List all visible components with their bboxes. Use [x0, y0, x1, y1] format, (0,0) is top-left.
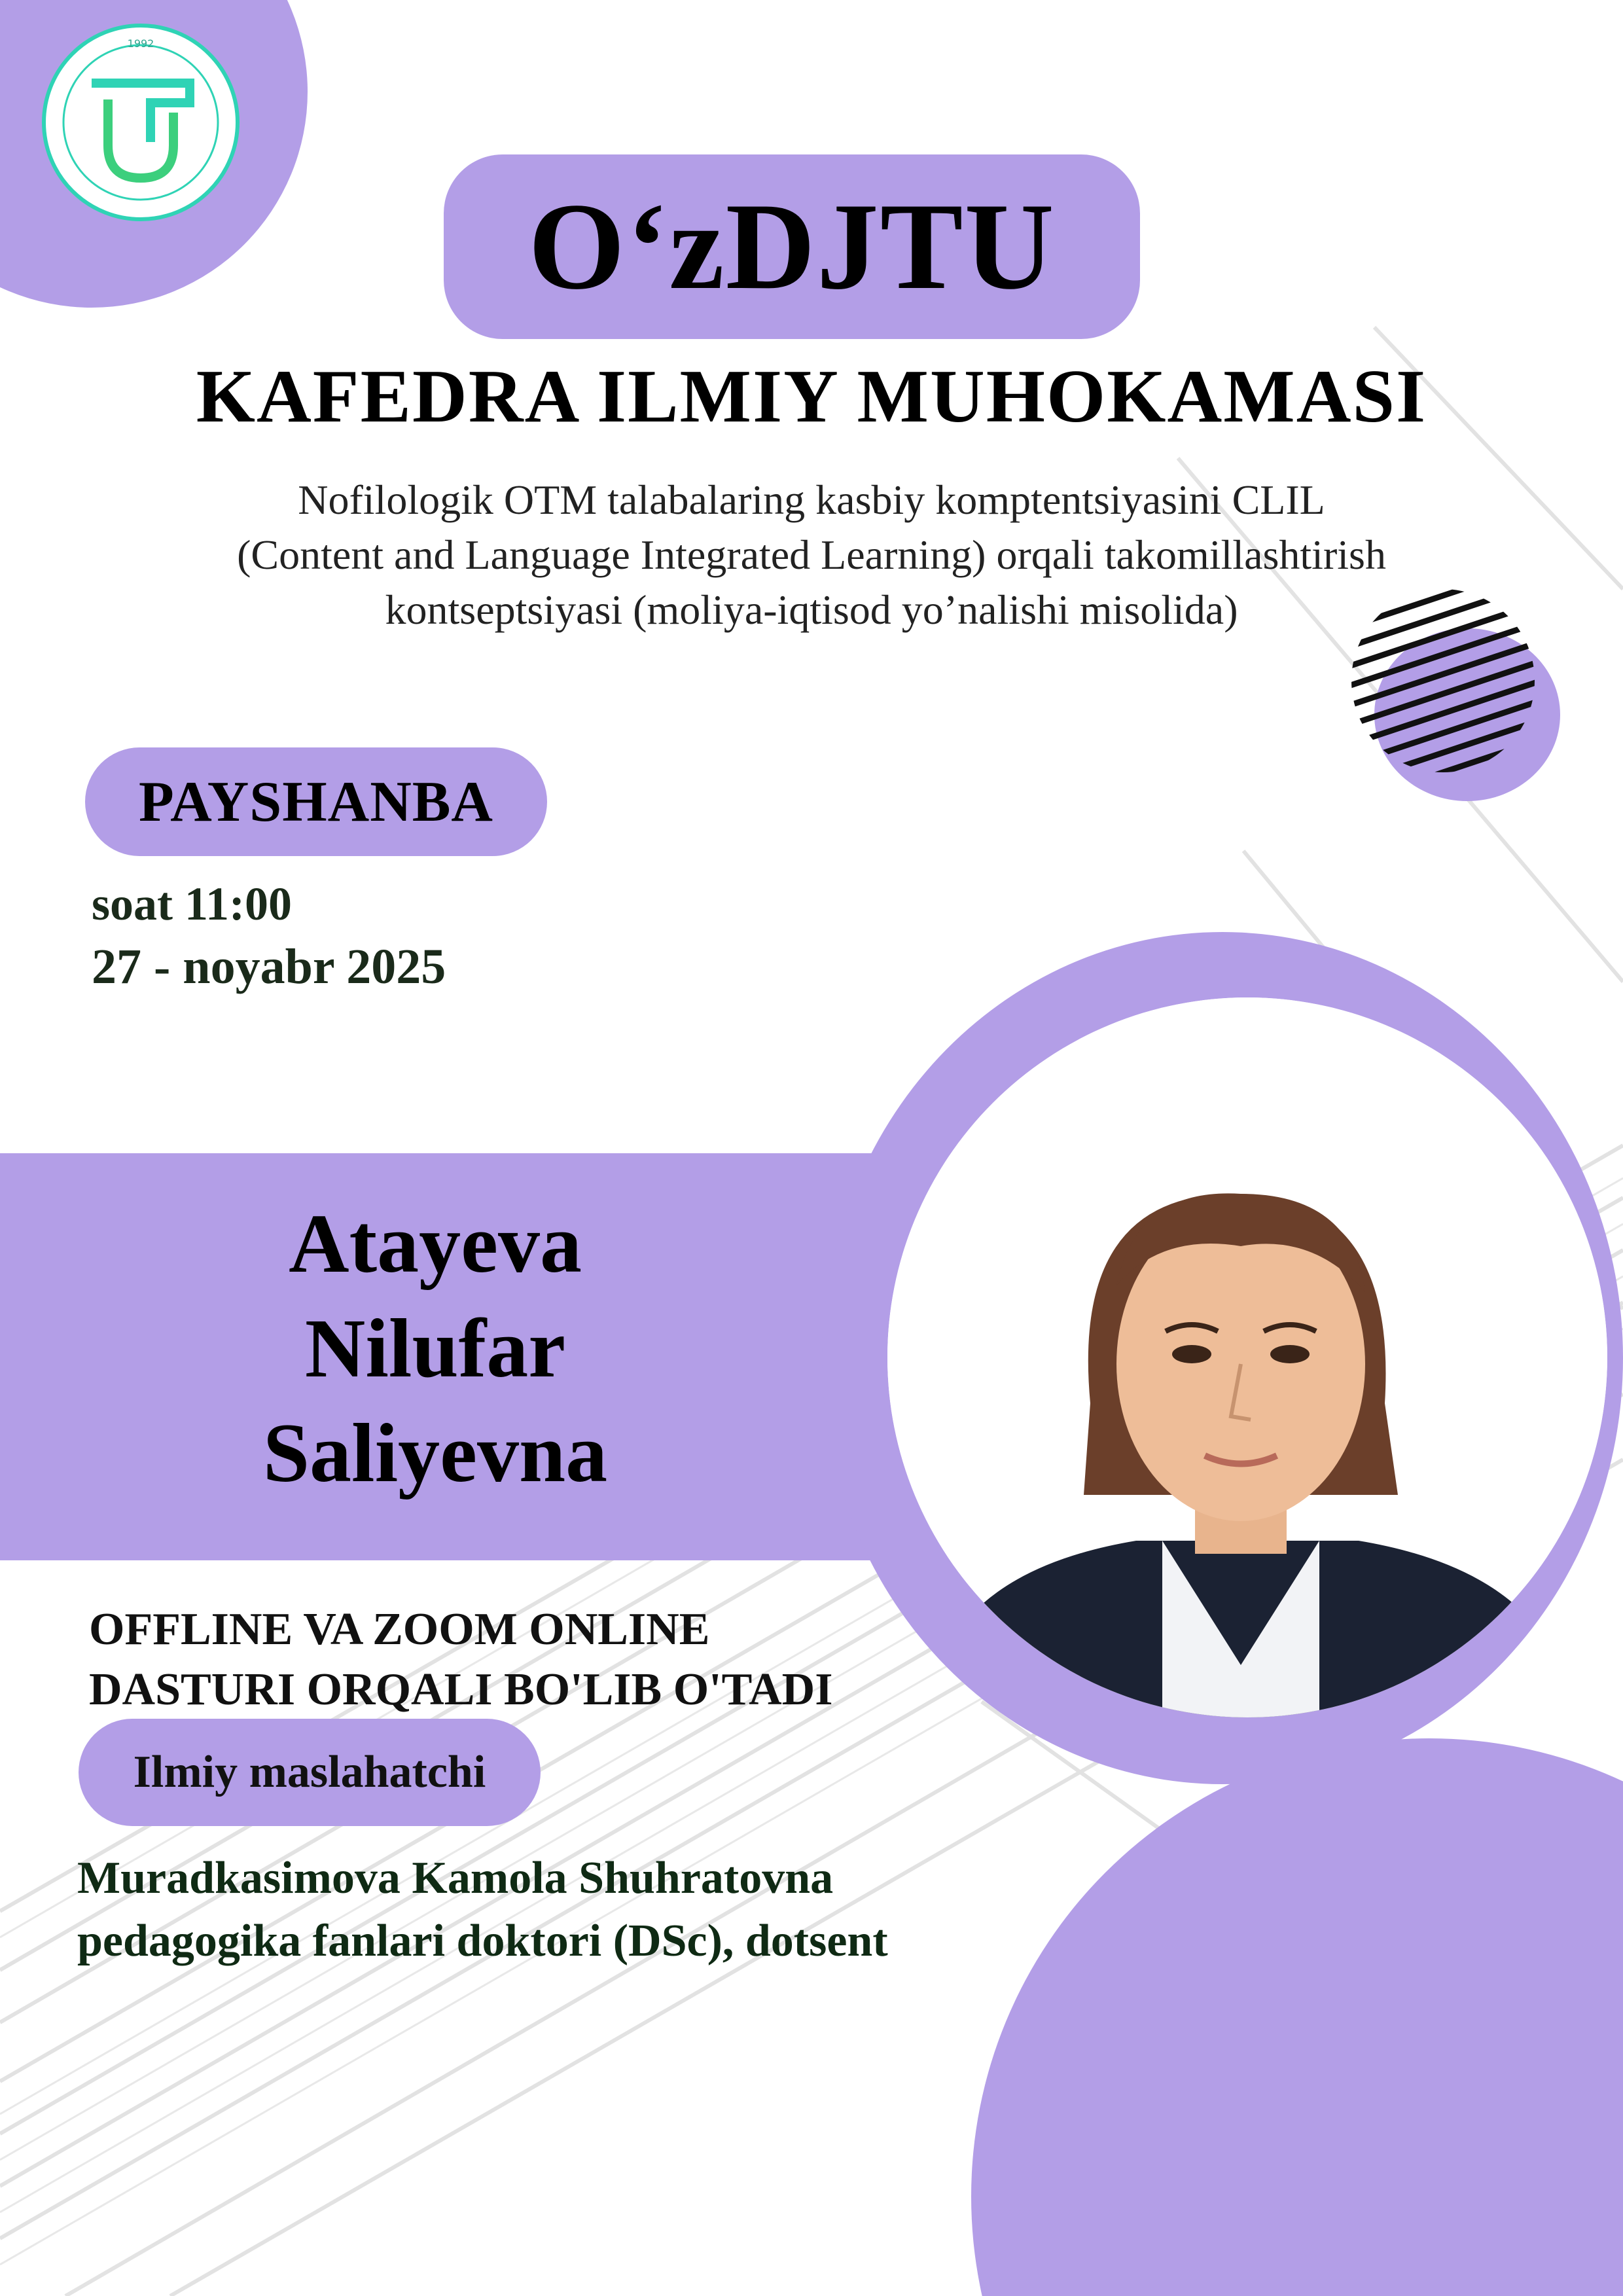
event-time: soat 11:00	[92, 878, 292, 930]
presenter-portrait-icon	[887, 997, 1607, 1717]
format-line: DASTURI ORQALI BO'LIB O'TADI	[89, 1664, 833, 1715]
subtitle-line: kontseptsiyasi (moliya-iqtisod yo’nalishi misolida)	[385, 586, 1238, 633]
presenter-name	[0, 1191, 870, 1505]
event-format	[89, 1600, 832, 1720]
logo-year-text: 1992	[127, 37, 154, 50]
advisor-info	[77, 1847, 888, 1973]
subtitle-line: Nofilologik OTM talabalaring kasbiy komptentsiyasini CLIL	[298, 476, 1325, 523]
advisor-name: Muradkasimova Kamola Shuhratovna	[77, 1853, 834, 1903]
presenter-first-name: Nilufar	[304, 1302, 566, 1395]
topic-subtitle	[118, 473, 1505, 637]
day-badge: PAYSHANBA	[85, 747, 547, 856]
advisor-title: pedagogika fanlari doktori (DSc), dotsent	[77, 1916, 888, 1966]
university-logo-icon	[39, 21, 242, 224]
title-text: O‘zDJTU	[528, 178, 1056, 315]
event-date: 27 - noyabr 2025	[92, 939, 446, 994]
format-line: OFFLINE VA ZOOM ONLINE	[89, 1604, 710, 1655]
presenter-surname: Atayeva	[289, 1197, 582, 1290]
event-heading: KAFEDRA ILMIY MUHOKAMASI	[196, 355, 1427, 439]
portrait-illustration	[887, 997, 1607, 1717]
presenter-patronymic: Saliyevna	[262, 1407, 608, 1499]
advisor-label-badge: Ilmiy maslahatchi	[79, 1719, 541, 1826]
subtitle-line: (Content and Language Integrated Learning) orqali takomillashtirish	[237, 531, 1386, 578]
striped-circle-decoration	[1345, 583, 1541, 779]
